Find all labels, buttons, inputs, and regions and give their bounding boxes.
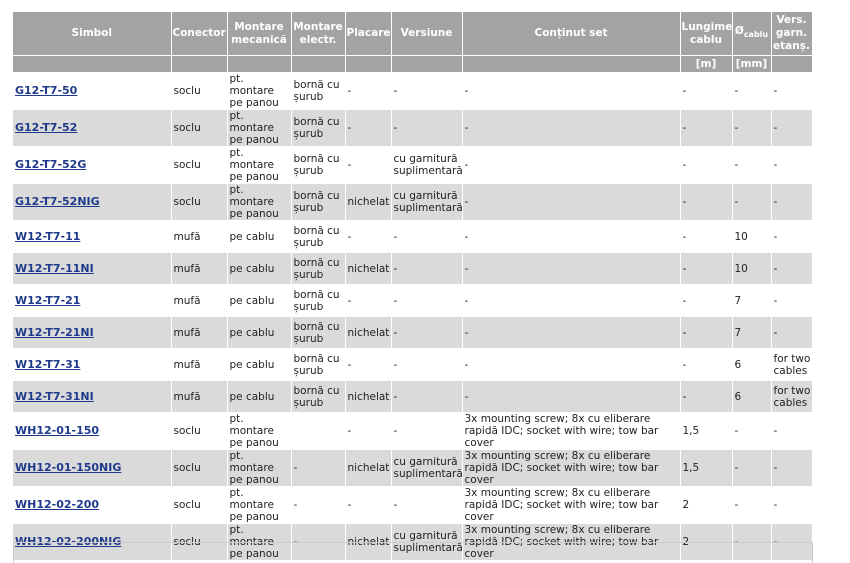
col-header-montare-electr: Montare electr. [291, 12, 345, 56]
cell-simbol [13, 413, 171, 450]
cell-vers-garn: - [771, 524, 812, 561]
cell-continut-set: - [462, 349, 680, 381]
cell-montare-electr: - [291, 524, 345, 561]
cell-placare: - [345, 147, 391, 184]
cell-conector: soclu [171, 450, 227, 487]
cell-placare: nichelat [345, 184, 391, 221]
product-table [13, 12, 813, 561]
cell-diam-cablu: 10 [732, 253, 771, 285]
cell-lungime-cablu: 2 [680, 524, 732, 561]
cell-lungime-cablu: - [680, 317, 732, 349]
product-link[interactable]: G12-T7-52 [15, 121, 78, 134]
diam-symbol: Ø [734, 25, 744, 38]
cell-conector: soclu [171, 524, 227, 561]
col-header-vers-garn: Vers. garn. etanș. [771, 12, 812, 56]
product-link[interactable]: G12-T7-52G [15, 158, 87, 171]
cell-placare: nichelat [345, 524, 391, 561]
cell-lungime-cablu: 2 [680, 487, 732, 524]
cell-simbol [13, 285, 171, 317]
cell-placare: nichelat [345, 450, 391, 487]
cell-versiune: - [391, 73, 462, 110]
table-row [13, 487, 812, 524]
cell-montare-mecanica: pe cablu [227, 253, 291, 285]
cell-versiune: - [391, 221, 462, 253]
cell-montare-mecanica: pe cablu [227, 285, 291, 317]
cell-conector: soclu [171, 413, 227, 450]
cell-conector: mufă [171, 253, 227, 285]
col-header-conector: Conector [171, 12, 227, 56]
cell-versiune: - [391, 317, 462, 349]
cell-lungime-cablu: - [680, 381, 732, 413]
col-header-continut-set: Conținut set [462, 12, 680, 56]
table-row [13, 110, 812, 147]
cell-continut-set: - [462, 110, 680, 147]
cell-vers-garn: - [771, 487, 812, 524]
cell-montare-electr: bornă cu șurub [291, 381, 345, 413]
cell-continut-set: - [462, 73, 680, 110]
cell-montare-mecanica: pe cablu [227, 317, 291, 349]
col-header-simbol: Simbol [13, 12, 171, 56]
table-row [13, 73, 812, 110]
col-header-versiune: Versiune [391, 12, 462, 56]
cell-simbol [13, 450, 171, 487]
cell-conector: mufă [171, 221, 227, 253]
cell-simbol [13, 487, 171, 524]
col-header-lungime-cablu: Lungime cablu [680, 12, 732, 56]
cell-montare-electr [291, 413, 345, 450]
cell-vers-garn: - [771, 147, 812, 184]
table-row [13, 450, 812, 487]
table-row [13, 381, 812, 413]
col-header-placare: Placare [345, 12, 391, 56]
cell-versiune: - [391, 487, 462, 524]
cell-montare-electr: - [291, 487, 345, 524]
cell-lungime-cablu: - [680, 285, 732, 317]
product-link[interactable]: W12-T7-11 [15, 229, 81, 243]
cell-continut-set: 3x mounting screw; 8x cu eliberare rapidă IDC; socket with wire; tow bar cover [462, 487, 680, 524]
diam-sub: cablu [743, 30, 769, 40]
cell-vers-garn: for two cables [771, 349, 812, 381]
table-row [13, 349, 812, 381]
cell-lungime-cablu: - [680, 184, 732, 221]
cell-montare-electr: bornă cu șurub [291, 221, 345, 253]
cell-montare-electr: bornă cu șurub [291, 184, 345, 221]
product-link[interactable]: G12-T7-52NIG [15, 195, 100, 208]
cell-conector: mufă [171, 285, 227, 317]
bottom-panel [13, 542, 813, 563]
cell-versiune: - [391, 413, 462, 450]
cell-montare-mecanica: pe cablu [227, 381, 291, 413]
cell-versiune: - [391, 110, 462, 147]
cell-placare: - [345, 221, 391, 253]
cell-montare-electr: bornă cu șurub [291, 317, 345, 349]
table-row [13, 253, 812, 285]
cell-continut-set: - [462, 221, 680, 253]
cell-lungime-cablu: - [680, 73, 732, 110]
cell-montare-electr: bornă cu șurub [291, 73, 345, 110]
cell-diam-cablu: 6 [732, 349, 771, 381]
cell-continut-set: - [462, 381, 680, 413]
cell-montare-mecanica: pt. montare pe panou [227, 184, 291, 221]
cell-versiune: - [391, 349, 462, 381]
cell-continut-set: - [462, 147, 680, 184]
cell-continut-set: - [462, 253, 680, 285]
cell-vers-garn: - [771, 110, 812, 147]
cell-conector: soclu [171, 73, 227, 110]
cell-simbol [13, 317, 171, 349]
cell-simbol [13, 349, 171, 381]
cell-continut-set: 3x mounting screw; 8x cu eliberare rapidă IDC; socket with wire; tow bar cover [462, 450, 680, 487]
cell-vers-garn: - [771, 73, 812, 110]
cell-lungime-cablu: - [680, 147, 732, 184]
cell-montare-mecanica: pt. montare pe panou [227, 450, 291, 487]
cell-conector: mufă [171, 349, 227, 381]
cell-montare-electr: bornă cu șurub [291, 285, 345, 317]
cell-vers-garn: - [771, 253, 812, 285]
cell-simbol [13, 253, 171, 285]
cell-simbol [13, 73, 171, 110]
cell-versiune: cu garnitură suplimentară [391, 184, 462, 221]
cell-placare: - [345, 413, 391, 450]
cell-conector: soclu [171, 110, 227, 147]
cell-versiune: cu garnitură suplimentară [391, 450, 462, 487]
col-header-diam-cablu [732, 12, 771, 56]
product-link[interactable]: G12-T7-50 [15, 84, 78, 97]
cell-continut-set: 3x mounting screw; 8x cu eliberare rapidă IDC; socket with wire; tow bar cover [462, 524, 680, 561]
table-row [13, 285, 812, 317]
cell-placare: - [345, 487, 391, 524]
unit-diam: [mm] [732, 56, 771, 73]
cell-continut-set: 3x mounting screw; 8x cu eliberare rapidă IDC; socket with wire; tow bar cover [462, 413, 680, 450]
table-row [13, 147, 812, 184]
cell-versiune: - [391, 381, 462, 413]
product-link[interactable]: WH12-01-150 [15, 424, 100, 437]
cell-diam-cablu: - [732, 184, 771, 221]
cell-diam-cablu: - [732, 524, 771, 561]
cell-vers-garn: - [771, 413, 812, 450]
product-link[interactable]: W12-T7-21 [15, 293, 81, 307]
cell-placare: nichelat [345, 381, 391, 413]
cell-diam-cablu: - [732, 73, 771, 110]
cell-montare-mecanica: pt. montare pe panou [227, 110, 291, 147]
cell-diam-cablu: 7 [732, 285, 771, 317]
cell-placare: - [345, 349, 391, 381]
cell-vers-garn: - [771, 317, 812, 349]
table-row [13, 317, 812, 349]
cell-versiune: cu garnitură suplimentară [391, 524, 462, 561]
cell-continut-set: - [462, 184, 680, 221]
cell-montare-mecanica: pt. montare pe panou [227, 487, 291, 524]
cell-conector: soclu [171, 487, 227, 524]
product-link[interactable]: W12-T7-11NI [15, 261, 94, 275]
cell-simbol [13, 184, 171, 221]
cell-diam-cablu: 6 [732, 381, 771, 413]
cell-montare-mecanica: pt. montare pe panou [227, 524, 291, 561]
cell-montare-mecanica: pt. montare pe panou [227, 413, 291, 450]
cell-montare-mecanica: pe cablu [227, 349, 291, 381]
cell-montare-mecanica: pt. montare pe panou [227, 147, 291, 184]
cell-simbol [13, 110, 171, 147]
product-link[interactable]: W12-T7-21NI [15, 325, 94, 339]
cell-simbol [13, 147, 171, 184]
cell-diam-cablu: - [732, 110, 771, 147]
cell-lungime-cablu: - [680, 253, 732, 285]
product-link[interactable]: W12-T7-31NI [15, 389, 94, 403]
cell-placare: - [345, 285, 391, 317]
cell-placare: nichelat [345, 253, 391, 285]
table-row [13, 221, 812, 253]
cell-conector: mufă [171, 317, 227, 349]
header-row [13, 12, 812, 56]
cell-placare: - [345, 73, 391, 110]
product-link[interactable]: WH12-01-150NIG [15, 461, 122, 474]
cell-simbol [13, 221, 171, 253]
product-link[interactable]: WH12-02-200 [15, 498, 100, 511]
cell-montare-electr: bornă cu șurub [291, 147, 345, 184]
table-row [13, 184, 812, 221]
cell-lungime-cablu: 1,5 [680, 450, 732, 487]
cell-simbol [13, 381, 171, 413]
cell-diam-cablu: 7 [732, 317, 771, 349]
cell-conector: soclu [171, 184, 227, 221]
cell-versiune: - [391, 253, 462, 285]
cell-diam-cablu: - [732, 413, 771, 450]
cell-placare: - [345, 110, 391, 147]
cell-vers-garn: - [771, 184, 812, 221]
cell-conector: soclu [171, 147, 227, 184]
cell-versiune: cu garnitură suplimentară [391, 147, 462, 184]
cell-vers-garn: - [771, 285, 812, 317]
cell-diam-cablu: - [732, 487, 771, 524]
cell-montare-mecanica: pt. montare pe panou [227, 73, 291, 110]
product-link[interactable]: W12-T7-31 [15, 357, 81, 371]
cell-diam-cablu: 10 [732, 221, 771, 253]
cell-placare: nichelat [345, 317, 391, 349]
cell-lungime-cablu: - [680, 110, 732, 147]
cell-diam-cablu: - [732, 450, 771, 487]
cell-lungime-cablu: - [680, 221, 732, 253]
cell-continut-set: - [462, 317, 680, 349]
cell-lungime-cablu: 1,5 [680, 413, 732, 450]
cell-montare-electr: - [291, 450, 345, 487]
cell-diam-cablu: - [732, 147, 771, 184]
cell-vers-garn: - [771, 221, 812, 253]
units-row [13, 56, 812, 73]
cell-montare-electr: bornă cu șurub [291, 253, 345, 285]
cell-continut-set: - [462, 285, 680, 317]
cell-montare-electr: bornă cu șurub [291, 110, 345, 147]
cell-lungime-cablu: - [680, 349, 732, 381]
unit-lungime: [m] [680, 56, 732, 73]
product-link[interactable]: WH12-02-200NIG [15, 535, 122, 548]
cell-montare-electr: bornă cu șurub [291, 349, 345, 381]
cell-vers-garn: - [771, 450, 812, 487]
table-row [13, 413, 812, 450]
cell-versiune: - [391, 285, 462, 317]
cell-vers-garn: for two cables [771, 381, 812, 413]
cell-montare-mecanica: pe cablu [227, 221, 291, 253]
col-header-montare-mecanica: Montare mecanică [227, 12, 291, 56]
cell-conector: mufă [171, 381, 227, 413]
